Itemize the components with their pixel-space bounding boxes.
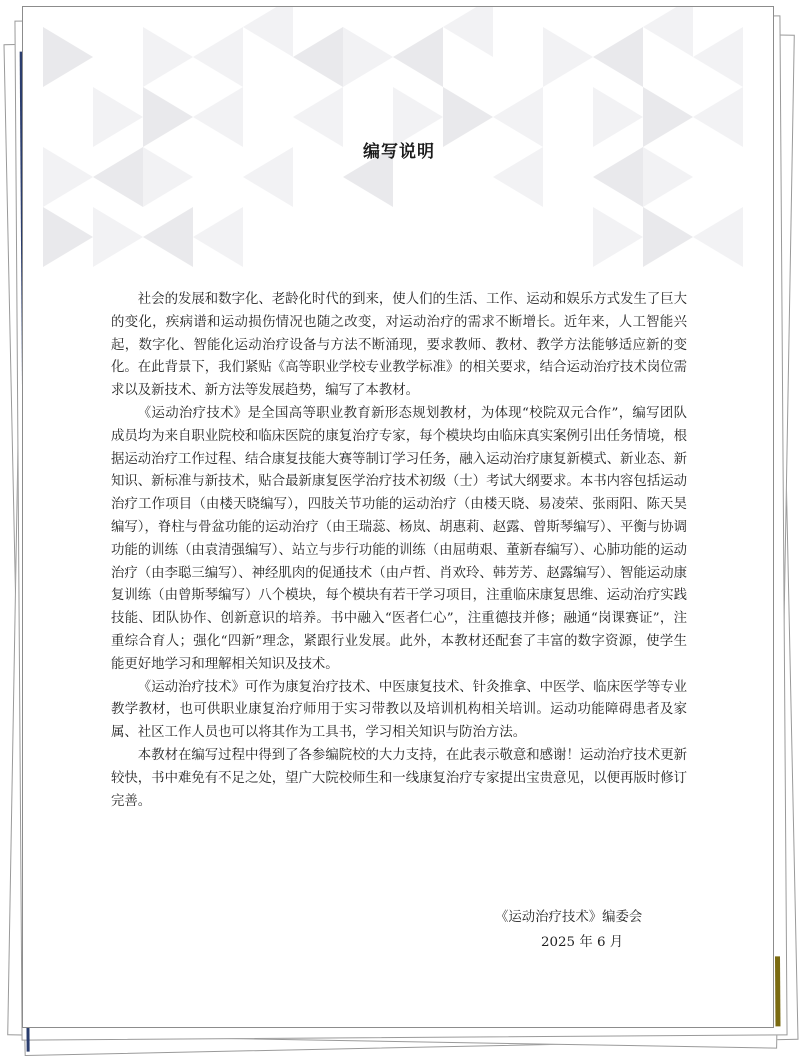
paragraph-2: 《运动治疗技术》是全国高等职业教育新形态规划教材，为体现“校院双元合作”，编写团队成员均为来自职业院校和临床医院的康复治疗专家，每个模块均由临床真实案例引出任务情境，根据运动治疗工作过程、结合康复技能大赛等制订学习任务，融入运动治疗康复新模式、新业态、新知识、新标准与新技术，贴合最新康复医学治疗技术初级（士）考试大纲要求。本书内容包括运动治疗工作项目（由楼天晓编写），四肢关节功能的运动治疗（由楼天晓、易凌荣、张雨阳、陈天昊编写），脊柱与骨盆功能的运动治疗（由王瑞蕊、杨岚、胡惠莉、赵露、曾斯琴编写）、平衡与协调功能的训练（由袁清强编写）、站立与步行功能的训练（由屈萌艰、董新春编写）、心肺功能的运动治疗（由李聪三编写）、神经肌肉的促通技术（由卢哲、肖欢玲、韩芳芳、赵露编写）、智能运动康复训练（由曾斯琴编写）八个模块，每个模块有若干学习项目，注重临床康复思维、运动治疗实践技能、团队协作、创新意识的培养。书中融入“医者仁心”，注重德技并修；融通“岗课赛证”，注重综合育人；强化“四新”理念，紧跟行业发展。此外，本教材还配套了丰富的数字资源，使学生能更好地学习和理解相关知识及技术。: [111, 405, 687, 672]
front-page: [22, 6, 774, 1028]
paragraph-4: 本教材在编写过程中得到了各参编院校的大力支持，在此表示敬意和感谢！运动治疗技术更新较快，书中难免有不足之处，望广大院校师生和一线康复治疗专家提出宝贵意见，以便再版时修订完善。: [111, 747, 687, 809]
page-title: 编写说明: [363, 142, 435, 162]
signature-org: 《运动治疗技术》编委会: [495, 910, 643, 925]
body-text: [111, 289, 687, 813]
paragraph-3: 《运动治疗技术》可作为康复治疗技术、中医康复技术、针灸推拿、中医学、临床医学等专业教学教材，也可供职业康复治疗师用于实习带教以及培训机构相关培训。运动功能障碍患者及家属、社区工作人员也可以将其作为工具书，学习相关知识与防治方法。: [111, 679, 687, 741]
paragraph-1: 社会的发展和数字化、老龄化时代的到来，使人们的生活、工作、运动和娱乐方式发生了巨大的变化，疾病谱和运动损伤情况也随之改变，对运动治疗的需求不断增长。近年来，人工智能兴起，数字化、智能化运动治疗设备与方法不断涌现，要求教师、教材、教学方法能够适应新的变化。在此背景下，我们紧贴《高等职业学校专业教学标准》的相关要求，结合运动治疗技术岗位需求以及新技术、新方法等发展趋势，编写了本教材。: [111, 292, 687, 399]
signature-block: [473, 905, 693, 955]
signature-date: 2025 年 6 月: [541, 935, 624, 950]
